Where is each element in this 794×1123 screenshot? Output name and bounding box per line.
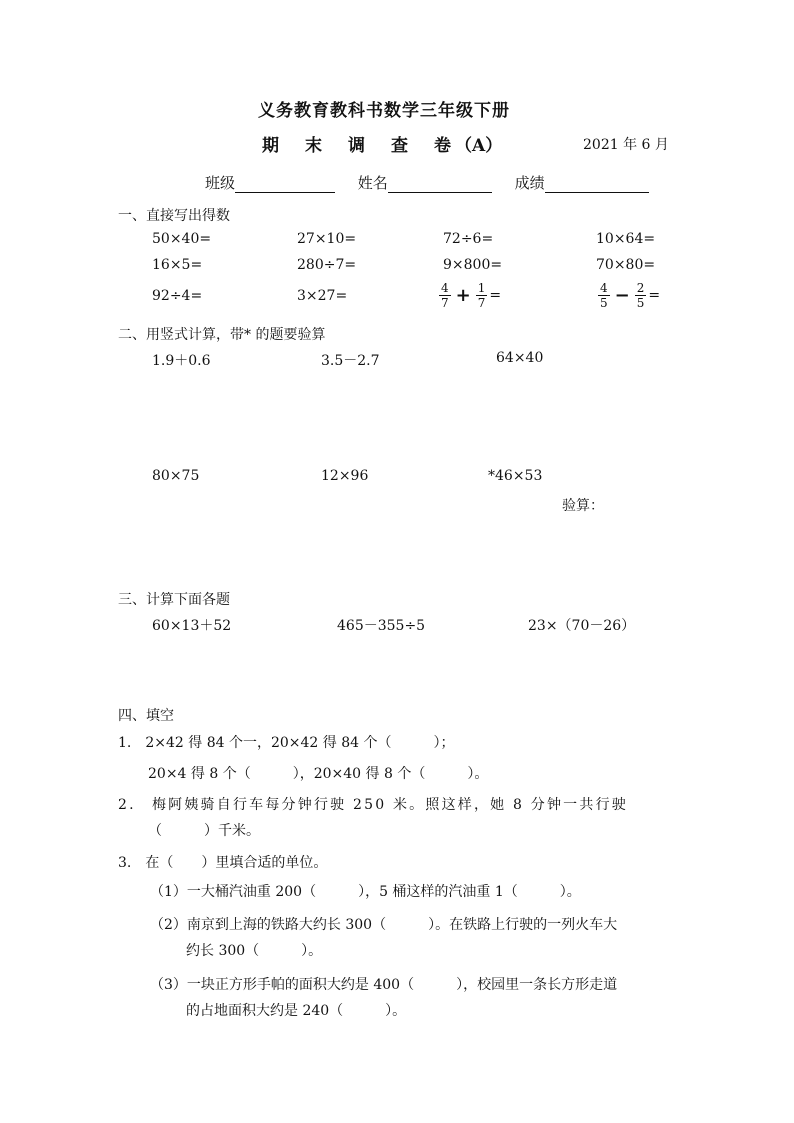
class-blank[interactable] — [235, 176, 335, 193]
oral-calc-item: 9×800= — [443, 257, 503, 273]
class-label: 班级 — [205, 174, 236, 192]
fraction-numerator: 4 — [441, 281, 449, 295]
fraction-numerator: 2 — [636, 281, 645, 295]
vertical-calc-item: *46×53 — [488, 468, 543, 484]
name-label: 姓名 — [357, 174, 388, 192]
fill-question-3-line1: 3. 在（ ）里填合适的单位。 — [118, 855, 328, 871]
subtitle-char: 查 — [391, 136, 408, 156]
mixed-calc-item: 465－355÷5 — [337, 618, 426, 634]
subtitle-char: 调 — [348, 136, 365, 156]
fraction-expression — [437, 281, 501, 310]
subtitle-char: 末 — [305, 136, 322, 156]
name-blank[interactable] — [388, 176, 492, 193]
mixed-calc-item: 23×（70－26） — [528, 618, 636, 634]
exam-date: 2021 年 6 月 — [583, 137, 669, 153]
vertical-calc-item: 12×96 — [321, 468, 369, 484]
fraction-denominator: 5 — [600, 296, 608, 310]
oral-calc-item: 280÷7= — [297, 257, 357, 273]
fraction-denominator: 7 — [477, 296, 486, 310]
oral-calc-item: 50×40= — [152, 231, 212, 247]
vertical-calc-item: 1.9＋0.6 — [152, 353, 211, 369]
oral-calc-item: 3×27= — [297, 288, 348, 304]
oral-calc-item: 10×64= — [596, 231, 656, 247]
vertical-calc-item: 3.5－2.7 — [321, 353, 380, 369]
section4-heading: 四、填空 — [118, 708, 174, 724]
equals-sign: = — [489, 287, 502, 304]
oral-calc-item: 92÷4= — [152, 288, 203, 304]
student-info-row — [205, 172, 649, 193]
fill-question-3-sub2-line2: 约长 300（ ）。 — [186, 943, 323, 959]
fill-question-3-sub2-line1: （2）南京到上海的铁路大约长 300（ ）。在铁路上行驶的一列火车大 — [150, 917, 618, 933]
check-label: 验算： — [562, 498, 604, 514]
fill-question-1-line2: 20×4 得 8 个（ ），20×40 得 8 个（ ）。 — [148, 766, 489, 782]
vertical-calc-item: 80×75 — [152, 468, 200, 484]
operator: + — [455, 285, 471, 306]
fraction-numerator: 4 — [600, 281, 608, 295]
fraction-denominator: 5 — [636, 296, 645, 310]
fraction-denominator: 7 — [441, 296, 449, 310]
exam-title: 义务教育教科书数学三年级下册 — [258, 101, 510, 121]
exam-subtitle — [262, 131, 502, 156]
fill-question-2-line1: 2. 梅阿姨骑自行车每分钟行驶 250 米。照这样，她 8 分钟一共行驶 — [118, 797, 628, 813]
mixed-calc-item: 60×13＋52 — [152, 618, 232, 634]
fill-question-3-sub1: （1）一大桶汽油重 200（ ），5 桶这样的汽油重 1（ ）。 — [150, 884, 581, 900]
equals-sign: = — [648, 287, 661, 304]
subtitle-char: 卷 — [434, 136, 451, 156]
section1-heading: 一、直接写出得数 — [118, 208, 230, 224]
fraction — [635, 281, 647, 310]
fraction — [476, 281, 488, 310]
fill-question-2-line2: （ ）千米。 — [148, 823, 260, 839]
fill-question-3-sub3-line2: 的占地面积大约是 240（ ）。 — [186, 1003, 407, 1019]
fill-question-1-line1: 1. 2×42 得 84 个一，20×42 得 84 个（ ）； — [118, 735, 455, 751]
oral-calc-item: 16×5= — [152, 257, 203, 273]
score-blank[interactable] — [545, 176, 649, 193]
oral-calc-item: 27×10= — [297, 231, 357, 247]
section2-heading: 二、用竖式计算，带* 的题要验算 — [118, 327, 326, 343]
fraction — [598, 281, 610, 310]
fill-question-3-sub3-line1: （3）一块正方形手帕的面积大约是 400（ ），校园里一条长方形走道 — [150, 977, 618, 993]
subtitle-char: 期 — [262, 136, 279, 156]
subtitle-suffix: （A） — [455, 136, 503, 156]
oral-calc-item: 72÷6= — [443, 231, 494, 247]
section3-heading: 三、计算下面各题 — [118, 592, 230, 608]
fraction-expression — [596, 281, 660, 310]
fraction-numerator: 1 — [477, 281, 486, 295]
vertical-calc-item: 64×40 — [496, 350, 544, 366]
score-label: 成绩 — [514, 174, 545, 192]
operator: − — [614, 285, 630, 306]
oral-calc-item: 70×80= — [596, 257, 656, 273]
fraction — [439, 281, 451, 310]
